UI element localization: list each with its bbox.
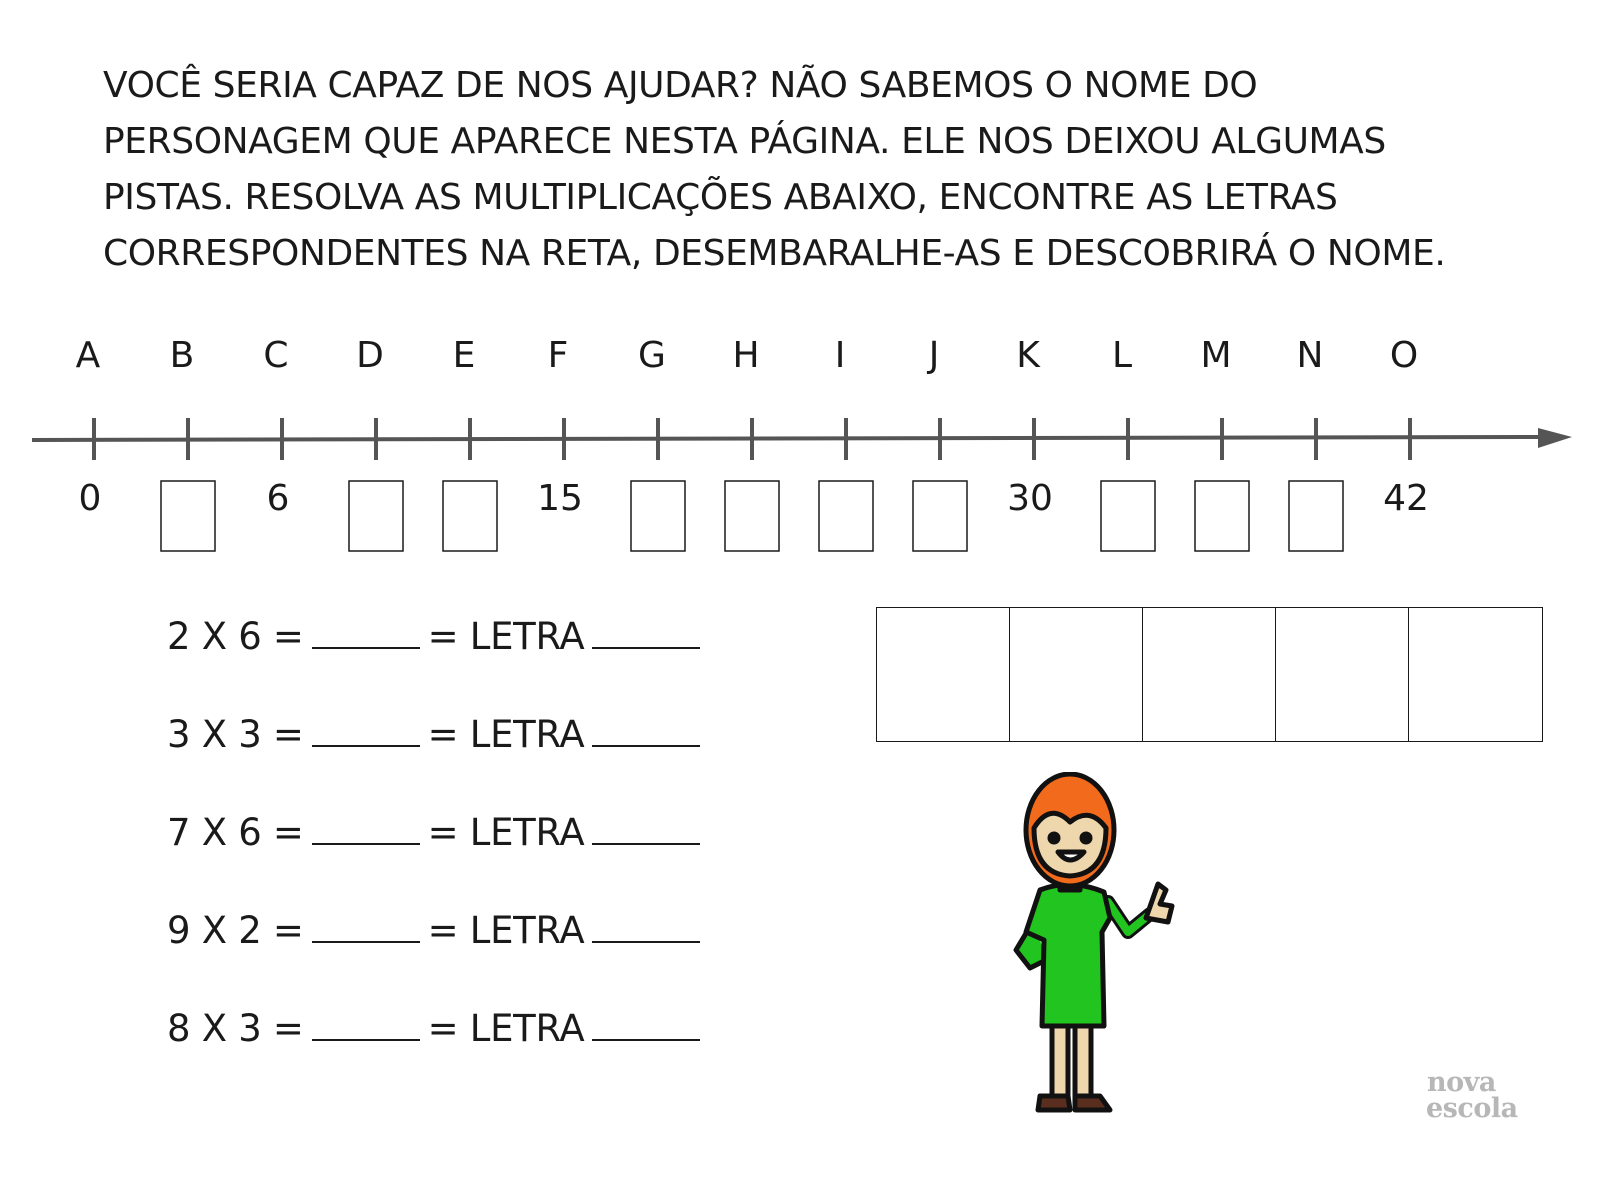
number-line-letter: E <box>452 335 476 376</box>
number-line-letter: H <box>732 335 760 376</box>
product-blank[interactable] <box>312 1009 420 1041</box>
equation-expression: 8 X 3 = <box>167 1007 304 1050</box>
equation-list <box>167 615 708 1105</box>
letter-blank[interactable] <box>592 813 700 845</box>
name-letter-box[interactable] <box>1010 608 1143 741</box>
number-line-letter: K <box>1016 335 1040 376</box>
instructions-line: VOCÊ SERIA CAPAZ DE NOS AJUDAR? NÃO SABEMOS O NOME DO <box>103 65 1258 106</box>
character-illustration <box>1000 772 1200 1132</box>
number-line-letter: F <box>547 335 569 376</box>
equation-expression: 2 X 6 = <box>167 615 304 658</box>
product-blank[interactable] <box>312 813 420 845</box>
number-line-letter: G <box>638 335 666 376</box>
equation-letter-label: = LETRA <box>427 1007 585 1050</box>
product-blank[interactable] <box>312 911 420 943</box>
number-line-answer-box[interactable] <box>349 481 403 551</box>
number-line-value: 42 <box>1383 478 1429 519</box>
number-line-arrowhead <box>1538 428 1572 448</box>
product-blank[interactable] <box>312 715 420 747</box>
instructions-line: PISTAS. RESOLVA AS MULTIPLICAÇÕES ABAIXO, ENCONTRE AS LETRAS <box>103 177 1338 218</box>
number-line-letter: A <box>75 335 101 376</box>
name-letter-box[interactable] <box>877 608 1010 741</box>
number-line-answer-box[interactable] <box>725 481 779 551</box>
number-line-letter: O <box>1389 335 1419 376</box>
instructions-line: CORRESPONDENTES NA RETA, DESEMBARALHE-AS E DESCOBRIRÁ O NOME. <box>103 233 1446 274</box>
nova-escola-logo <box>1426 1067 1518 1124</box>
equation-expression: 3 X 3 = <box>167 713 304 756</box>
number-line <box>0 320 1600 560</box>
equation-letter-label: = LETRA <box>427 909 585 952</box>
number-line-answer-box[interactable] <box>819 481 873 551</box>
number-line-letter: I <box>834 335 846 376</box>
number-line-letter: M <box>1200 335 1232 376</box>
equation-row <box>167 909 708 1007</box>
number-line-answer-box[interactable] <box>443 481 497 551</box>
number-line-answer-box[interactable] <box>1195 481 1249 551</box>
instructions-line: PERSONAGEM QUE APARECE NESTA PÁGINA. ELE NOS DEIXOU ALGUMAS <box>103 121 1386 162</box>
product-blank[interactable] <box>312 617 420 649</box>
answer-grid <box>876 607 1543 742</box>
number-line-letter: J <box>928 335 940 376</box>
equation-row <box>167 713 708 811</box>
number-line-letter: N <box>1296 335 1324 376</box>
number-line-answer-box[interactable] <box>161 481 215 551</box>
name-letter-box[interactable] <box>1409 608 1542 741</box>
name-letter-box[interactable] <box>1143 608 1276 741</box>
number-line-letter: D <box>356 335 384 376</box>
number-line-letter: C <box>263 335 289 376</box>
instructions-text <box>103 58 1563 282</box>
letter-blank[interactable] <box>592 715 700 747</box>
letter-blank[interactable] <box>592 1009 700 1041</box>
equation-letter-label: = LETRA <box>427 811 585 854</box>
number-line-letter: B <box>169 335 195 376</box>
number-line-value: 15 <box>537 478 583 519</box>
equation-letter-label: = LETRA <box>427 713 585 756</box>
logo-line-2: escola <box>1426 1093 1518 1124</box>
equation-expression: 7 X 6 = <box>167 811 304 854</box>
letter-blank[interactable] <box>592 617 700 649</box>
number-line-value: 30 <box>1007 478 1053 519</box>
equation-row <box>167 1007 708 1105</box>
equation-expression: 9 X 2 = <box>167 909 304 952</box>
number-line-answer-box[interactable] <box>913 481 967 551</box>
number-line-letter: L <box>1111 335 1133 376</box>
number-line-value: 6 <box>266 478 290 519</box>
equation-row <box>167 811 708 909</box>
logo-line-1: nova <box>1427 1067 1496 1098</box>
name-letter-box[interactable] <box>1276 608 1409 741</box>
number-line-value: 0 <box>78 478 102 519</box>
number-line-answer-box[interactable] <box>1101 481 1155 551</box>
equation-row <box>167 615 708 713</box>
equation-letter-label: = LETRA <box>427 615 585 658</box>
number-line-answer-box[interactable] <box>1289 481 1343 551</box>
number-line-axis <box>32 437 1540 440</box>
number-line-answer-box[interactable] <box>631 481 685 551</box>
letter-blank[interactable] <box>592 911 700 943</box>
